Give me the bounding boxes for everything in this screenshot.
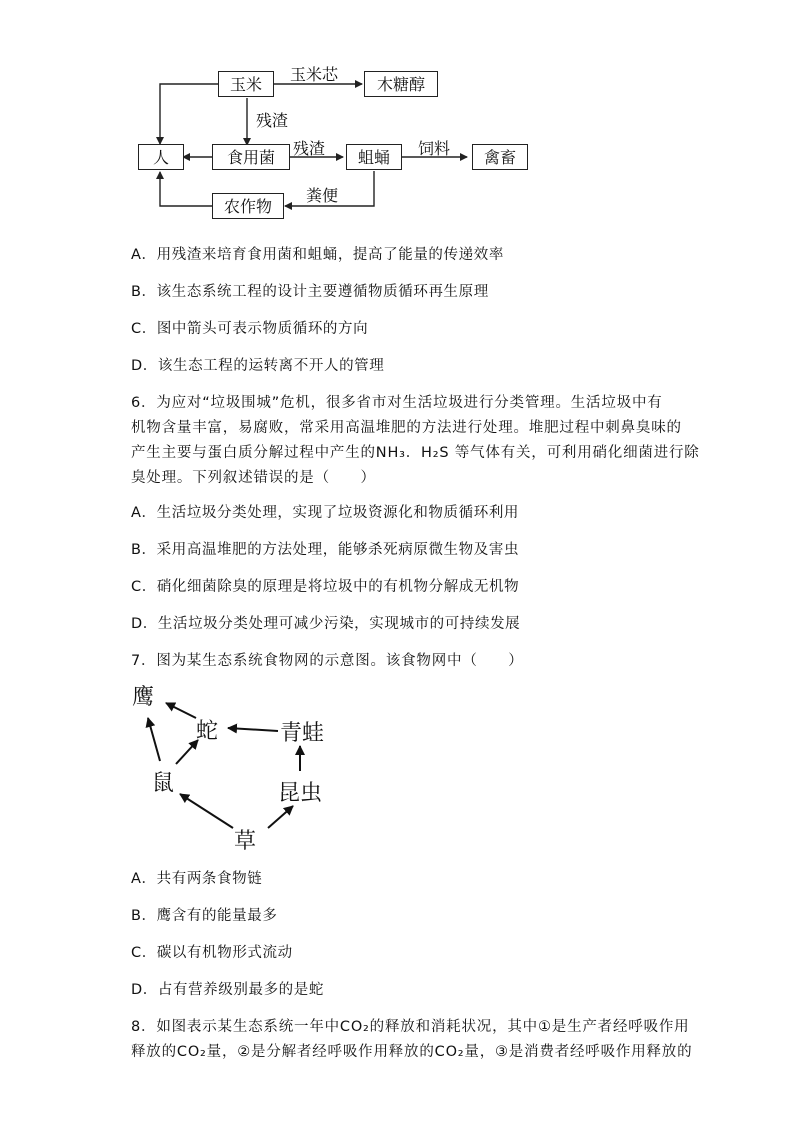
q5-option-d: D．该生态工程的运转离不开人的管理	[131, 358, 385, 374]
arrow-mouse-snake	[176, 740, 198, 764]
q8-stem-line-2: 释放的CO₂量，②是分解者经呼吸作用释放的CO₂量，③是消费者经呼吸作用释放的	[131, 1044, 693, 1060]
arrow-frog-snake	[228, 728, 278, 731]
edge-label-feed: 饲料	[418, 139, 451, 158]
edge-label-residue-1: 残渣	[256, 111, 289, 130]
fw-insect: 昆虫	[278, 781, 323, 806]
q6-stem-line-1: 6．为应对“垃圾围城”危机，很多省市对生活垃圾进行分类管理。生活垃圾中有	[131, 395, 663, 411]
node-crops: 农作物	[212, 193, 284, 219]
arrow-mouse-eagle	[148, 718, 160, 761]
q6-option-a: A．生活垃圾分类处理，实现了垃圾资源化和物质循环利用	[131, 505, 520, 521]
fw-frog: 青蛙	[280, 721, 325, 746]
q7-stem: 7．图为某生态系统食物网的示意图。该食物网中（ ）	[131, 653, 524, 669]
q8-stem-line-1: 8．如图表示某生态系统一年中CO₂的释放和消耗状况，其中①是生产者经呼吸作用	[131, 1019, 690, 1035]
arrow-corn-human	[160, 84, 218, 144]
fw-snake: 蛇	[196, 719, 219, 744]
arrow-snake-eagle	[166, 703, 196, 718]
q6-option-c: C．硝化细菌除臭的原理是将垃圾中的有机物分解成无机物	[131, 579, 520, 595]
fw-eagle: 鹰	[132, 685, 155, 710]
edge-label-manure: 粪便	[306, 186, 339, 205]
edge-label-residue-2: 残渣	[293, 139, 326, 158]
edge-label-corn-cob: 玉米芯	[290, 65, 339, 84]
food-web-diagram	[128, 676, 348, 856]
arrow-grass-insect	[268, 806, 293, 828]
q7-option-d: D．占有营养级别最多的是蛇	[131, 982, 324, 998]
arrow-grass-mouse	[180, 794, 233, 828]
diagram-arrows	[130, 60, 550, 225]
q6-stem-line-2: 机物含量丰富，易腐败，常采用高温堆肥的方法进行处理。堆肥过程中刺鼻臭味的	[131, 420, 682, 436]
eco-engineering-diagram	[130, 60, 550, 225]
q7-option-a: A．共有两条食物链	[131, 871, 263, 887]
fw-mouse: 鼠	[152, 771, 175, 796]
q7-option-b: B．鹰含有的能量最多	[131, 908, 278, 924]
q6-stem-line-3: 产生主要与蛋白质分解过程中产生的NH₃．H₂S 等气体有关，可利用硝化细菌进行除	[131, 445, 700, 461]
q6-option-b: B．采用高温堆肥的方法处理，能够杀死病原微生物及害虫	[131, 542, 520, 558]
fw-grass: 草	[234, 829, 257, 854]
node-human: 人	[138, 144, 184, 170]
q6-option-d: D．生活垃圾分类处理可减少污染，实现城市的可持续发展	[131, 616, 521, 632]
node-fungus: 食用菌	[212, 144, 290, 170]
node-xylitol: 木糖醇	[364, 71, 438, 97]
q5-option-c: C．图中箭头可表示物质循环的方向	[131, 321, 369, 337]
q6-stem-line-4: 臭处理。下列叙述错误的是（ ）	[131, 470, 376, 486]
arrow-crops-human	[160, 172, 212, 206]
node-poultry: 禽畜	[472, 144, 528, 170]
q5-option-a: A．用残渣来培育食用菌和蛆蛹，提高了能量的传递效率	[131, 247, 504, 263]
q7-option-c: C．碳以有机物形式流动	[131, 945, 293, 961]
node-corn: 玉米	[218, 71, 274, 97]
node-fly-larva: 蛆蛹	[346, 144, 402, 170]
q5-option-b: B．该生态系统工程的设计主要遵循物质循环再生原理	[131, 284, 489, 300]
